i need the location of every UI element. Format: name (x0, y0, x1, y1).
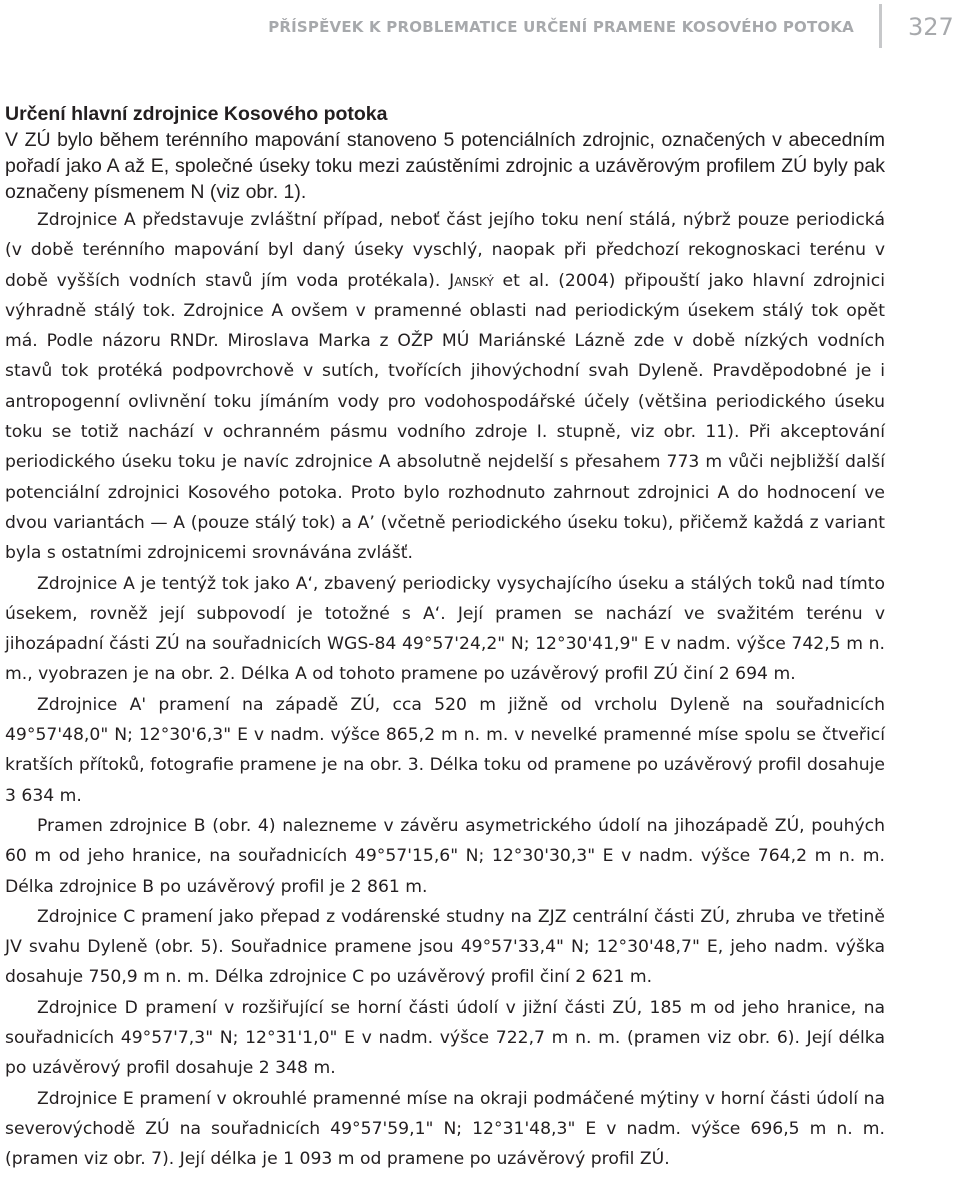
page-number: 327 (908, 13, 954, 41)
paragraph-source-a: Zdrojnice A je tentýž tok jako A‘, zbavený periodicky vysychajícího úseku a stálých toků nad tímto úsekem, rovněž její subpovodí je totožné s A‘. Její pramen se nachází ve svažitém terénu v jihozápadní části ZÚ na souřadnicích WGS-84 49°57'24,2" N; 12°30'41,9" E v nadm. výšce 742,5 m n. m., vyobrazen je na obr. 2. Délka A od tohoto pramene po uzávěrový profil ZÚ činí 2 694 m. (5, 573, 885, 685)
paragraph-source-a-prime (5, 205, 885, 569)
paragraph-source-d: Zdrojnice D pramení v rozšiřující se horní části údolí v jižní části ZÚ, 185 m od jeho hranice, na souřadnicích 49°57'7,3" N; 12°31'1,0" E v nadm. výšce 722,7 m n. m. (pramen viz obr. 6). Její délka po uzávěrový profil dosahuje 2 348 m. (5, 997, 885, 1079)
intro-paragraph: V ZÚ bylo během terénního mapování stanoveno 5 potenciálních zdrojnic, označených v abecedním pořadí jako A až E, společné úseky toku mezi zaústěními zdrojnic a uzávěrovým profilem ZÚ byly pak označeny písmenem N (viz obr. 1). (5, 129, 885, 203)
paragraph-source-b: Pramen zdrojnice B (obr. 4) nalezneme v závěru asymetrického údolí na jihozápadě ZÚ, pouhých 60 m od jeho hranice, na souřadnicích 49°57'15,6" N; 12°30'30,3" E v nadm. výšce 764,2 m n. m. Délka zdrojnice B po uzávěrový profil je 2 861 m. (5, 815, 885, 897)
paragraph-source-a-apostrophe: Zdrojnice A' pramení na západě ZÚ, cca 520 m jižně od vrcholu Dyleně na souřadnicích 49°57'48,0" N; 12°30'6,3" E v nadm. výšce 865,2 m n. m. v nevelké pramenné míse spolu se čtveřicí kratších přítoků, fotografie pramene je na obr. 3. Délka toku od pramene po uzávěrový profil dosahuje 3 634 m. (5, 694, 885, 806)
author-citation: Janský (449, 270, 494, 291)
paragraph-text: Zdrojnice A představuje zvláštní případ, neboť část jejího toku není stálá, nýbrž pouze periodická (v době terénního mapování byl daný úseky vyschlý, naopak při předchozí rekognoskaci terénu v době vyšších vodních stavů jím voda protékala). (5, 210, 885, 291)
running-title: PŘÍSPĚVEK K PROBLEMATICE URČENÍ PRAMENE KOSOVÉHO POTOKA (268, 18, 854, 36)
paragraph-source-e: Zdrojnice E pramení v okrouhlé pramenné míse na okraji podmáčené mýtiny v horní části údolí na severovýchodě ZÚ na souřadnicích 49°57'59,1" N; 12°31'48,3" E v nadm. výšce 696,5 m n. m. (pramen viz obr. 7). Její délka je 1 093 m od pramene po uzávěrový profil ZÚ. (5, 1088, 885, 1170)
paragraph-source-c: Zdrojnice C pramení jako přepad z vodárenské studny na ZJZ centrální části ZÚ, zhruba ve třetině JV svahu Dyleně (obr. 5). Souřadnice pramene jsou 49°57'33,4" N; 12°30'48,7" E, jeho nadm. výška dosahuje 750,9 m n. m. Délka zdrojnice C po uzávěrový profil činí 2 621 m. (5, 906, 885, 988)
page-header (0, 0, 960, 60)
article-body (5, 101, 885, 1175)
header-divider (879, 4, 882, 48)
section-heading: Určení hlavní zdrojnice Kosového potoka (5, 103, 388, 125)
paragraph-text: et al. (2004) připouští jako hlavní zdrojnici výhradně stálý tok. Zdrojnice A ovšem v pramenné oblasti nad periodickým úsekem stálý tok opět má. Podle názoru RNDr. Miroslava Marka z OŽP MÚ Mariánské Lázně zde v době nízkých vodních stavů tok protéká podpovrchově v sutích, tvořících jihovýchodní svah Dyleně. Pravděpodobné je i antropogenní ovlivnění toku jímáním vody pro vodohospodářské účely (většina periodického úseku toku se totiž nachází v ochranném pásmu vodního zdroje I. stupně, viz obr. 11). Při akceptování periodického úseku toku je navíc zdrojnice A absolutně nejdelší s přesahem 773 m vůči nejbližší další potenciální zdrojnici Kosového potoka. Proto bylo rozhodnuto zahrnout zdrojnici A do hodnocení ve dvou variantách — A (pouze stálý tok) a A’ (včetně periodického úseku toku), přičemž každá z variant byla s ostatními zdrojnicemi srovnávána zvlášť. (5, 270, 885, 564)
